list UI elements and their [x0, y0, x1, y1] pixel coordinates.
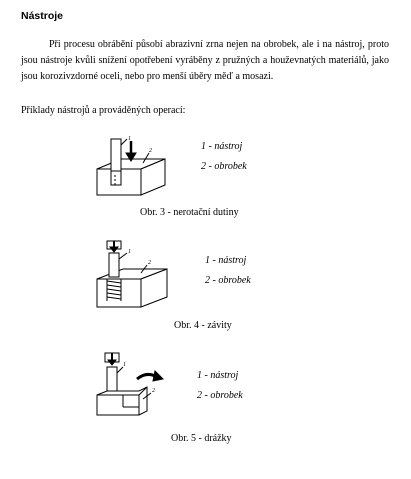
- fig-label-1: 1: [123, 362, 126, 368]
- figure-3-legend: [201, 137, 247, 177]
- figure-4-illustration: [93, 239, 171, 311]
- legend-workpiece: 2 - obrobek: [205, 275, 251, 286]
- figure-4-legend: [205, 251, 251, 291]
- fig-label-2: 2: [149, 148, 152, 154]
- intro-paragraph: Při procesu obrábění působí abrazivní zrna nejen na obrobek, ale i na nástroj, proto jsou nástroje kvůli snížení opotřebení vyráběny z pružných a houževnatých materiálů, jako jsou korozivzdorné oceli, nebo pro menší úběry měď a mosazi.: [21, 39, 389, 82]
- figure-3-illustration: [93, 131, 169, 199]
- examples-label: Příklady nástrojů a prováděných operací:: [21, 105, 186, 116]
- legend-tool: 1 - nástroj: [197, 370, 239, 381]
- legend-workpiece: 2 - obrobek: [201, 161, 247, 172]
- fig-label-1: 1: [128, 136, 131, 142]
- figure-5-legend: [197, 366, 243, 406]
- figure-4-caption: Obr. 4 - závity: [174, 320, 232, 331]
- legend-tool: 1 - nástroj: [201, 141, 243, 152]
- figure-5-illustration: [93, 351, 169, 419]
- section-heading: Nástroje: [21, 10, 64, 22]
- legend-workpiece: 2 - obrobek: [197, 390, 243, 401]
- fig-label-2: 2: [152, 388, 155, 394]
- figure-5-caption: Obr. 5 - drážky: [171, 433, 232, 444]
- fig-label-1: 1: [128, 249, 131, 255]
- figure-3-caption: Obr. 3 - nerotační dutiny: [140, 207, 239, 218]
- fig-label-2: 2: [148, 260, 151, 266]
- legend-tool: 1 - nástroj: [205, 255, 247, 266]
